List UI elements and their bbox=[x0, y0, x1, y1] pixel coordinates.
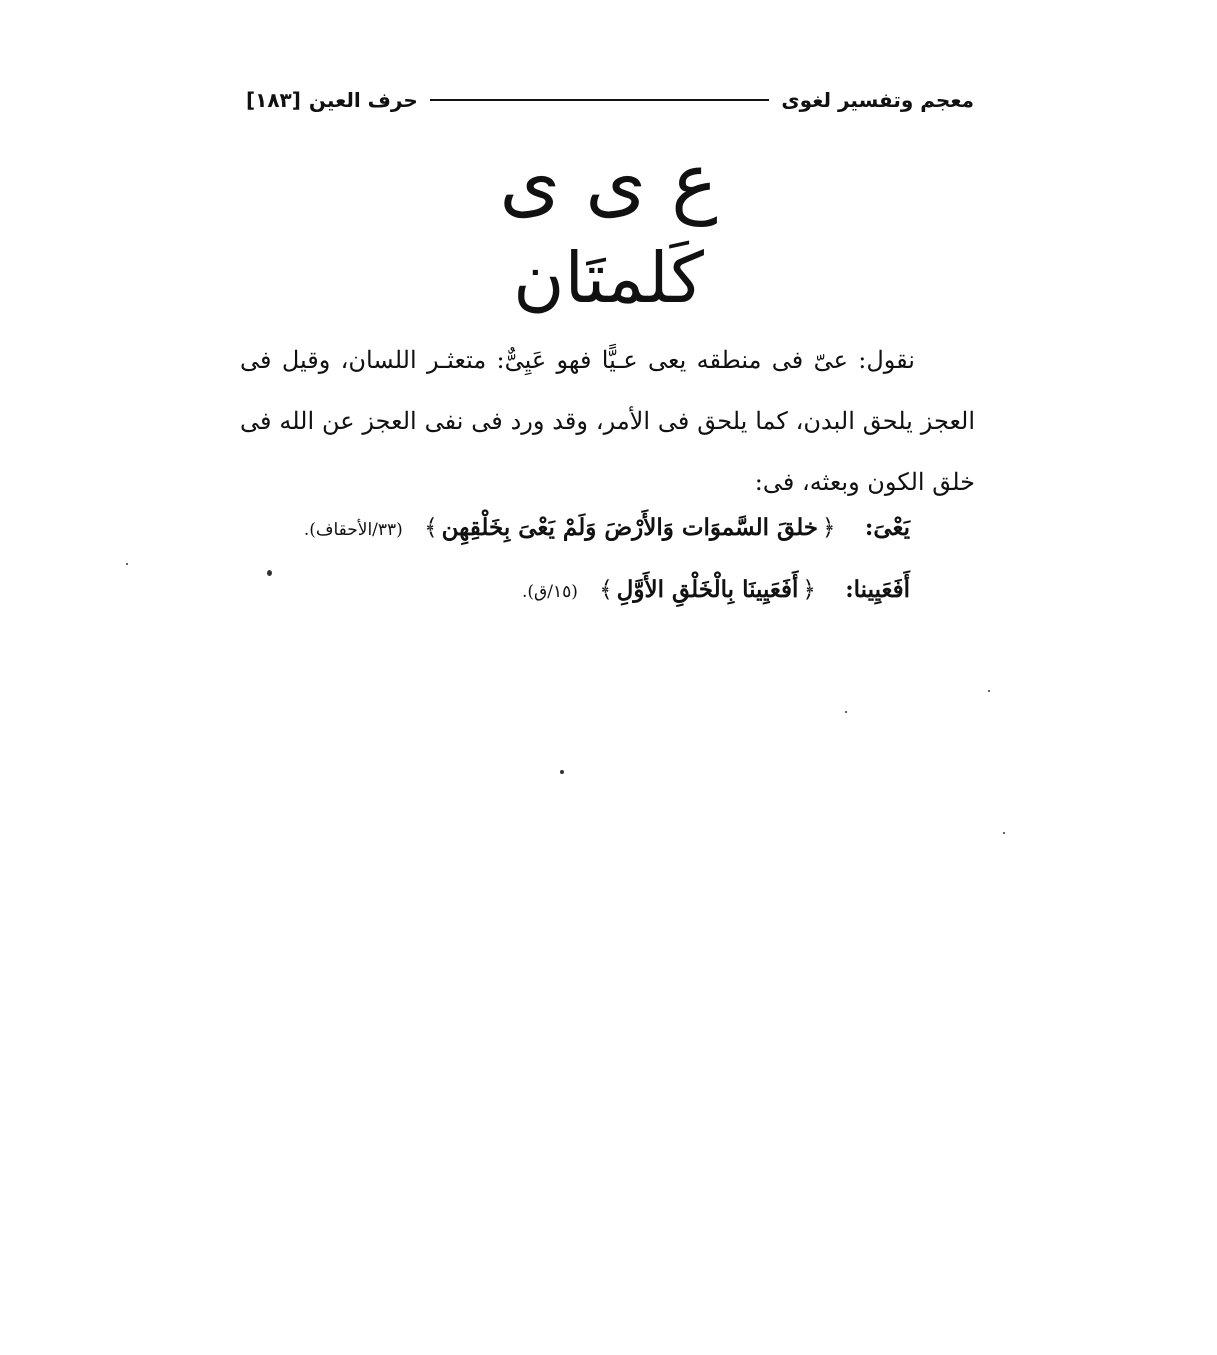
chapter-heading bbox=[246, 88, 418, 112]
scan-speck bbox=[560, 770, 564, 774]
verse-text: خلقَ السَّموَات وَالأَرْضَ وَلَمْ يَعْىَ بِخَلْقِهِن bbox=[441, 514, 819, 541]
verse-citation bbox=[240, 570, 910, 612]
paragraph-text: نقول: عىّ فى منطقه يعى عـيًّا فهو عَيِىٌّ: متعثـر اللسان، وقيل فى العجز يلحق البدن، كما يلحق فى الأمر، وقد ورد فى نفى العجز عن الله فى خلق الكون وبعثه، فى: bbox=[240, 346, 975, 496]
verse-text: أَفَعَيِينَا بِالْخَلْقِ الأَوَّلِ bbox=[616, 576, 799, 603]
verse-reference: (١٥/ق). bbox=[522, 582, 578, 602]
scan-speck bbox=[988, 690, 990, 692]
entry-root: ع ى ى bbox=[499, 137, 718, 227]
scan-speck bbox=[126, 563, 128, 565]
verse-open-bracket: ﴿ bbox=[822, 515, 836, 541]
running-header bbox=[246, 84, 974, 116]
verse-close-bracket: ﴾ bbox=[599, 577, 613, 603]
scan-speck bbox=[1003, 832, 1005, 834]
verse-citation bbox=[240, 508, 910, 550]
header-rule bbox=[430, 99, 770, 101]
scan-speck bbox=[845, 711, 847, 713]
verse-open-bracket: ﴿ bbox=[802, 577, 816, 603]
verse-term: أَفَعَيِينا: bbox=[845, 576, 910, 603]
scan-speck bbox=[267, 570, 272, 576]
page-number: [١٨٣] bbox=[246, 88, 301, 112]
entry-paragraph bbox=[240, 330, 975, 513]
chapter-title: حرف العين bbox=[308, 88, 418, 112]
verse-term: يَعْىَ: bbox=[864, 514, 910, 541]
book-title: معجم وتفسير لغوى bbox=[781, 88, 974, 112]
verse-close-bracket: ﴾ bbox=[424, 515, 438, 541]
entry-word-count: كَلمتَان bbox=[513, 237, 704, 319]
verse-reference: (٣٣/الأحقاف). bbox=[303, 520, 403, 540]
